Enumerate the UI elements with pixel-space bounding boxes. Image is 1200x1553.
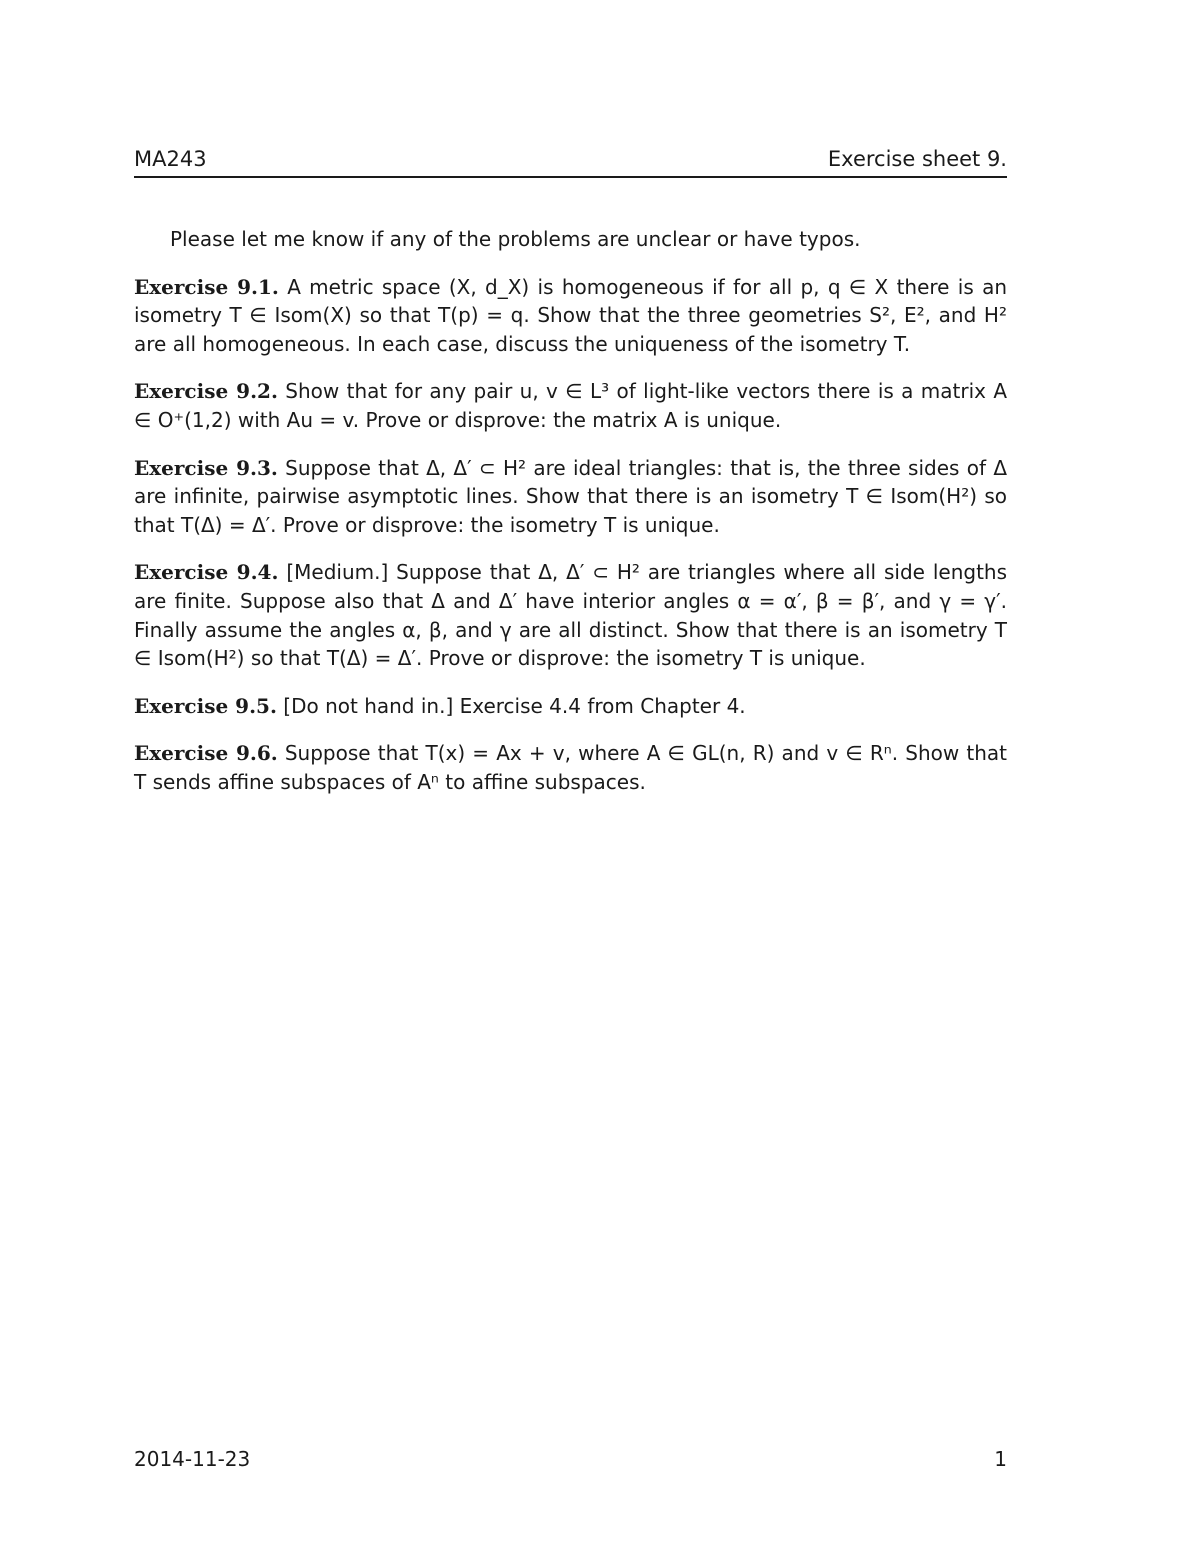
exercise-label: Exercise 9.6.: [134, 741, 278, 766]
exercise-9-2: [134, 377, 1007, 434]
exercise-9-5: [134, 692, 1007, 721]
page-footer: [134, 1445, 1007, 1473]
header-rule: [134, 176, 1007, 178]
exercise-label: Exercise 9.4.: [134, 560, 279, 585]
exercise-text: [Do not hand in.] Exercise 4.4 from Chapter 4.: [283, 693, 746, 718]
document-body: [134, 225, 1007, 816]
intro-paragraph: Please let me know if any of the problems are unclear or have typos.: [170, 227, 861, 251]
exercise-text: [Medium.] Suppose that Δ, Δ′ ⊂ H² are triangles where all side lengths are finite. Suppose also that Δ and Δ′ have interior angles α = α′, β = β′, and γ = γ′. Finally assume the angles α, β, and γ are all distinct. Show that there is an isometry T ∈ Isom(H²) so that T(Δ) = Δ′. Prove or disprove: the isometry T is unique.: [134, 560, 1008, 671]
exercise-text: Suppose that T(x) = Ax + v, where A ∈ GL(n, R) and v ∈ Rⁿ. Show that T sends affine subspaces of Aⁿ to affine subspaces.: [134, 741, 1007, 794]
exercise-label: Exercise 9.5.: [134, 693, 277, 718]
exercise-text: Show that for any pair u, v ∈ L³ of light-like vectors there is a matrix A ∈ O⁺(1,2) with Au = v. Prove or disprove: the matrix A is unique.: [134, 379, 1007, 432]
exercise-label: Exercise 9.1.: [134, 274, 279, 299]
exercise-9-3: [134, 454, 1007, 540]
page-number: 1: [994, 1447, 1007, 1471]
sheet-title: Exercise sheet 9.: [827, 147, 1007, 171]
exercise-label: Exercise 9.3.: [134, 455, 278, 480]
exercise-text: Suppose that Δ, Δ′ ⊂ H² are ideal triangles: that is, the three sides of Δ are infinite, pairwise asymptotic lines. Show that there is an isometry T ∈ Isom(H²) so that T(Δ) = Δ′. Prove or disprove: the isometry T is unique.: [134, 455, 1007, 537]
exercise-9-6: [134, 739, 1007, 796]
page-header: [134, 144, 1007, 176]
exercise-9-4: [134, 558, 1007, 672]
course-code: MA243: [134, 147, 207, 171]
exercise-9-1: [134, 273, 1007, 359]
exercise-label: Exercise 9.2.: [134, 379, 278, 404]
exercise-text: A metric space (X, d_X) is homogeneous if for all p, q ∈ X there is an isometry T ∈ Isom(X) so that T(p) = q. Show that the three geometries S², E², and H² are all homogeneous. In each case, discuss the uniqueness of the isometry T.: [134, 274, 1007, 356]
footer-date: 2014-11-23: [134, 1447, 251, 1471]
